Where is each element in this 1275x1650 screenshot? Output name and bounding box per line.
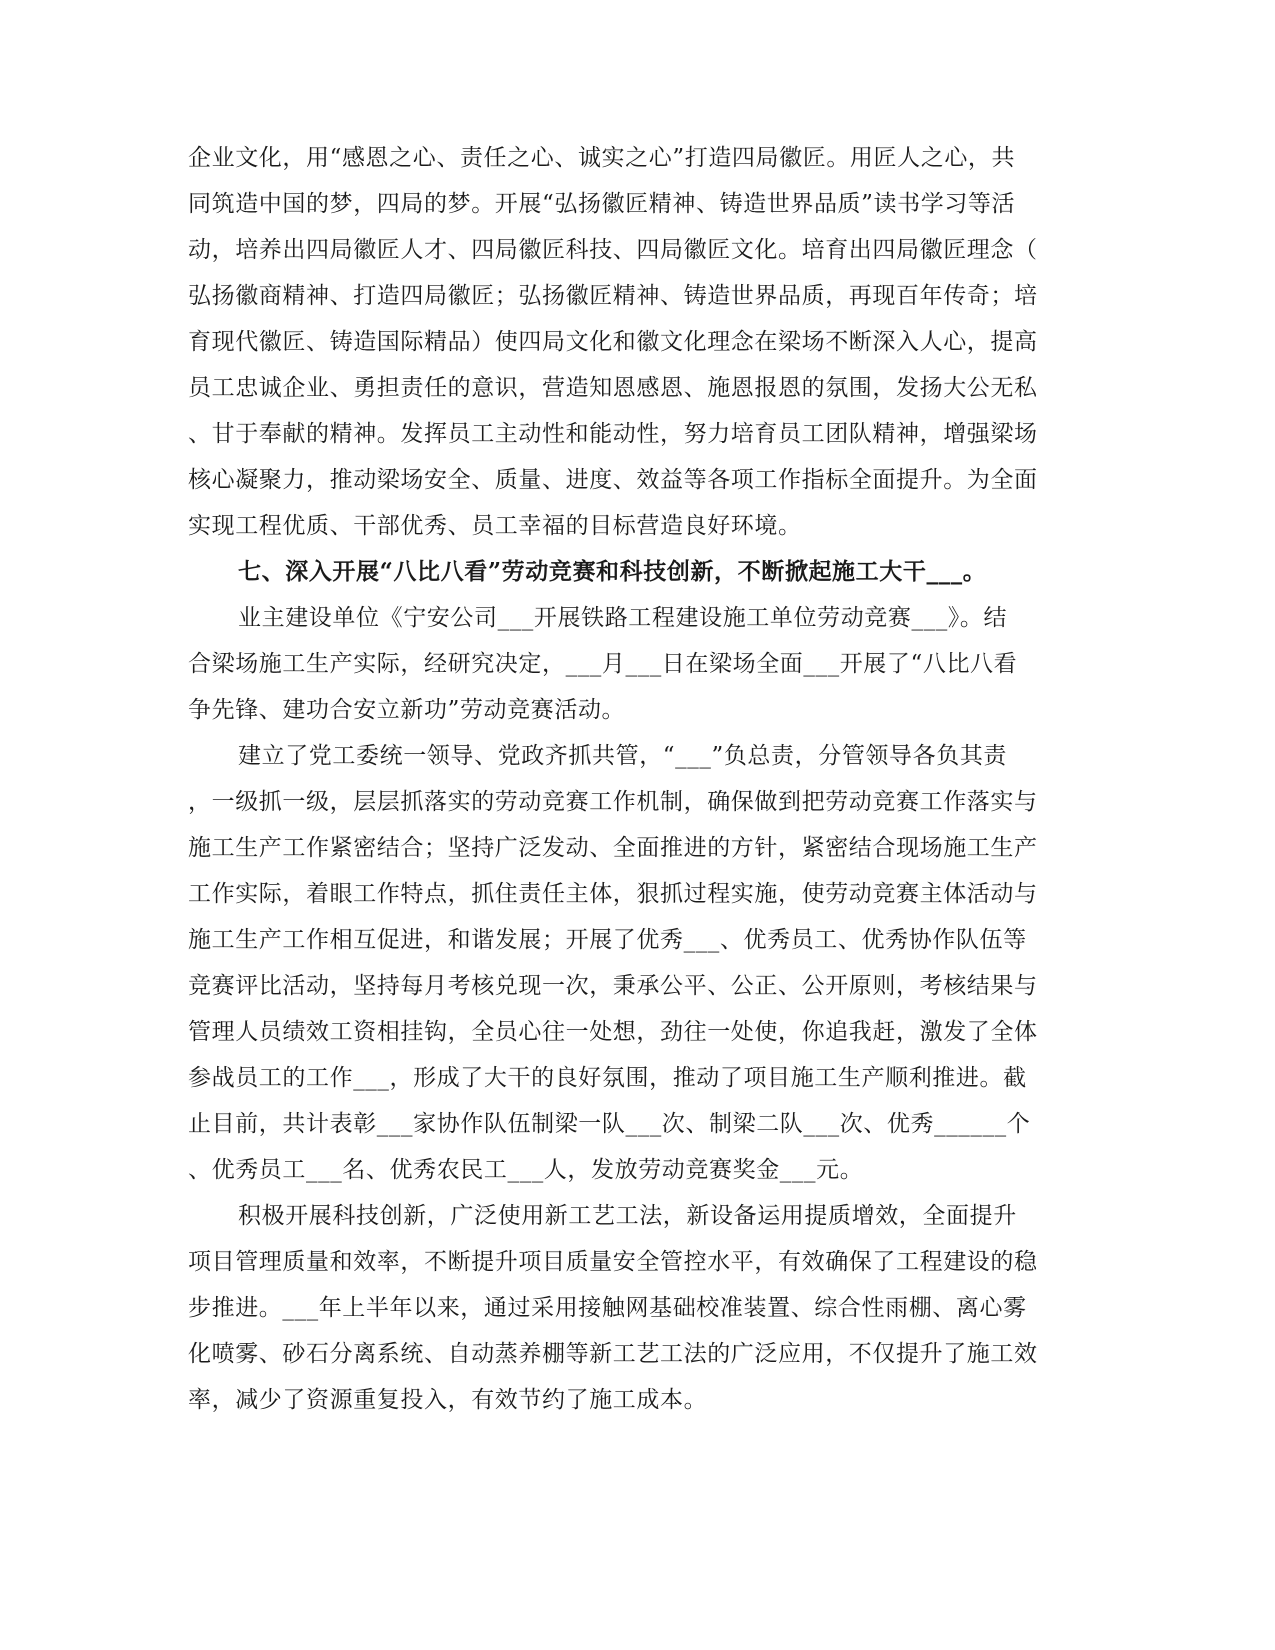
body-text-line: 项目管理质量和效率，不断提升项目质量安全管控水平，有效确保了工程建设的稳 [188,1249,1038,1275]
body-text-line: 同筑造中国的梦，四局的梦。开展“弘扬徽匠精神、铸造世界品质”读书学习等活 [188,191,1016,217]
body-text-line: 工作实际，着眼工作特点，抓住责任主体，狠抓过程实施，使劳动竞赛主体活动与 [188,881,1038,907]
body-text-line: 施工生产工作紧密结合；坚持广泛发动、全面推进的方针，紧密结合现场施工生产 [188,835,1038,861]
body-text-line: 竞赛评比活动，坚持每月考核兑现一次，秉承公平、公正、公开原则，考核结果与 [188,973,1038,999]
body-text-line: 积极开展科技创新，广泛使用新工艺工法，新设备运用提质增效，全面提升 [238,1203,1017,1229]
body-text-line: 业主建设单位《宁安公司___开展铁路工程建设施工单位劳动竞赛___》。结 [238,605,1008,631]
body-text-line: 率，减少了资源重复投入，有效节约了施工成本。 [188,1387,708,1413]
body-text-line: 育现代徽匠、铸造国际精品）使四局文化和徽文化理念在梁场不断深入人心，提高 [188,329,1038,355]
body-text-line: 企业文化，用“感恩之心、责任之心、诚实之心”打造四局徽匠。用匠人之心，共 [188,145,1016,171]
body-text-line: 化喷雾、砂石分离系统、自动蒸养棚等新工艺工法的广泛应用，不仅提升了施工效 [188,1341,1038,1367]
body-text-line: 、甘于奉献的精神。发挥员工主动性和能动性，努力培育员工团队精神，增强梁场 [188,421,1038,447]
body-text-line: 参战员工的工作___，形成了大干的良好氛围，推动了项目施工生产顺利推进。截 [188,1065,1027,1091]
body-text-line: 合梁场施工生产实际，经研究决定，___月___日在梁场全面___开展了“八比八看 [188,651,1018,677]
body-text-line: 争先锋、建功合安立新功”劳动竞赛活动。 [188,697,626,723]
body-text-line: 建立了党工委统一领导、党政齐抓共管，“___”负总责，分管领导各负其责 [238,743,1008,769]
body-text-line: 动，培养出四局徽匠人才、四局徽匠科技、四局徽匠文化。培育出四局徽匠理念（ [188,237,1038,263]
body-text-line: 核心凝聚力，推动梁场安全、质量、进度、效益等各项工作指标全面提升。为全面 [188,467,1038,493]
body-text-line: 弘扬徽商精神、打造四局徽匠；弘扬徽匠精神、铸造世界品质，再现百年传奇；培 [188,283,1038,309]
body-text-line: 施工生产工作相互促进，和谐发展；开展了优秀___、优秀员工、优秀协作队伍等 [188,927,1027,953]
body-text-line: 实现工程优质、干部优秀、员工幸福的目标营造良好环境。 [188,513,802,539]
body-text-line: ，一级抓一级，层层抓落实的劳动竞赛工作机制，确保做到把劳动竞赛工作落实与 [188,789,1038,815]
body-text-line: 止目前，共计表彰___家协作队伍制梁一队___次、制梁二队___次、优秀______个 [188,1111,1031,1137]
body-text-line: 管理人员绩效工资相挂钩，全员心往一处想，劲往一处使，你追我赶，激发了全体 [188,1019,1038,1045]
section-heading: 七、深入开展“八比八看”劳动竞赛和科技创新，不断掀起施工大干___。 [238,558,987,585]
body-text-line: 步推进。___年上半年以来，通过采用接触网基础校准装置、综合性雨棚、离心雾 [188,1295,1027,1321]
body-text-line: 员工忠诚企业、勇担责任的意识，营造知恩感恩、施恩报恩的氛围，发扬大公无私 [188,375,1038,401]
body-text-line: 、优秀员工___名、优秀农民工___人，发放劳动竞赛奖金___元。 [188,1157,864,1183]
